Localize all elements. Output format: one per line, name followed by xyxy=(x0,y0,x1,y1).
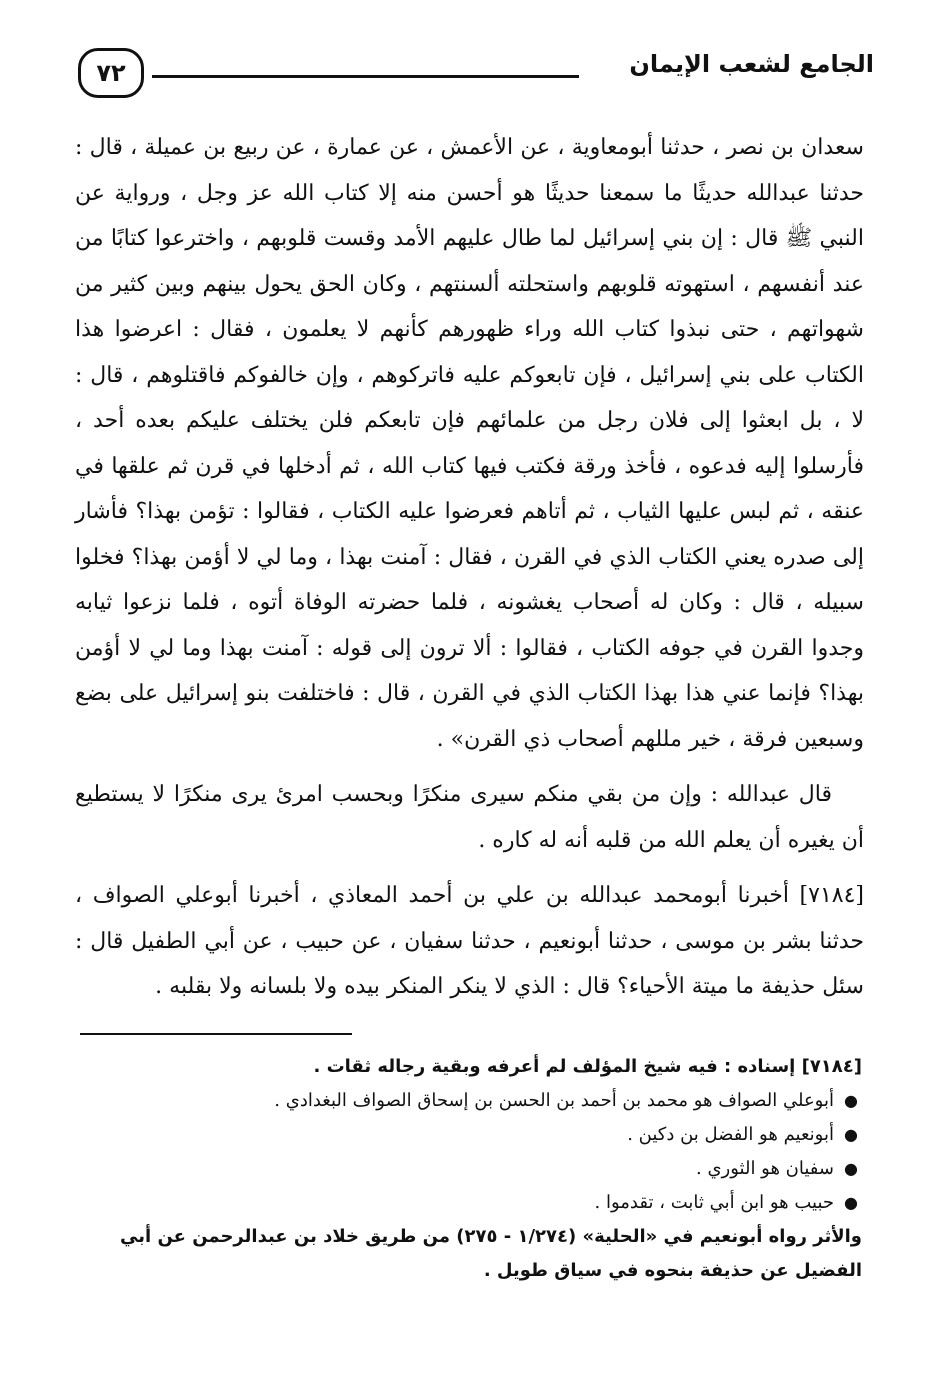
main-text xyxy=(75,125,864,1010)
bullet-icon: ● xyxy=(844,1193,858,1212)
footnotes xyxy=(75,1050,862,1288)
bullet-icon: ● xyxy=(844,1091,858,1110)
footnote-item-text: أبوعلي الصواف هو محمد بن أحمد بن الحسن بن إسحاق الصواف البغدادي . xyxy=(274,1090,834,1111)
footnote-item xyxy=(75,1084,858,1118)
footnote-item xyxy=(75,1186,858,1220)
header-rule xyxy=(152,75,579,78)
footnote-heading: [٧١٨٤] إسناده : فيه شيخ المؤلف لم أعرفه وبقية رجاله ثقات . xyxy=(313,1056,862,1077)
footnote-item-text: أبونعيم هو الفضل بن دكين . xyxy=(627,1124,834,1145)
footnote-item-text: سفيان هو الثوري . xyxy=(696,1158,834,1179)
footnote-item xyxy=(75,1152,858,1186)
bullet-icon: ● xyxy=(844,1159,858,1178)
paragraph-hadith: سعدان بن نصر ، حدثنا أبومعاوية ، عن الأعمش ، عن عمارة ، عن ربيع بن عميلة ، قال : حدثنا عبدالله حديثًا ما سمعنا حديثًا هو أحسن منه إلا كتاب الله عز وجل ، ورواية عن النبي ﷺ قال : إن بني إسرائيل لما طال عليهم الأمد وقست قلوبهم ، واخترعوا كتابًا من عند أنفسهم ، استهوته قلوبهم واستحلته ألسنتهم ، وكان الحق يحول بينهم وبين كثير من شهواتهم ، حتى نبذوا كتاب الله وراء ظهورهم كأنهم لا يعلمون ، فقال : اعرضوا هذا الكتاب على بني إسرائيل ، فإن تابعوكم عليه فاتركوهم ، وإن خالفوكم فاقتلوهم ، قال : لا ، بل ابعثوا إلى فلان رجل من علمائهم فإن تابعكم فلن يختلف عليكم بعده أحد ، فأرسلوا إليه فدعوه ، فأخذ ورقة فكتب فيها كتاب الله ، ثم أدخلها في قرن ثم علقها في عنقه ، ثم لبس عليها الثياب ، ثم أتاهم فعرضوا عليه الكتاب ، فقالوا : تؤمن بهذا؟ فأشار إلى صدره يعني الكتاب الذي في القرن ، فقال : آمنت بهذا ، وما لي لا أؤمن بهذا؟ فخلوا سبيله ، قال : وكان له أصحاب يغشونه ، فلما حضرته الوفاة أتوه ، فلما نزعوا ثيابه وجدوا القرن في جوفه الكتاب ، فقالوا : ألا ترون إلى قوله : آمنت بهذا وما لي لا أؤمن بهذا؟ فإنما عني هذا بهذا الكتاب الذي في القرن ، قال : فاختلفت بنو إسرائيل على بضع وسبعين فرقة ، خير مللهم أصحاب ذي القرن» . xyxy=(75,135,864,752)
paragraph-abdullah: قال عبدالله : وإن من بقي منكم سيرى منكرًا وبحسب امرئ يرى منكرًا لا يستطيع أن يغيره أن يعلم الله من قلبه أنه له كاره . xyxy=(75,782,864,853)
page-number-badge xyxy=(78,48,144,98)
page-number: ٧٢ xyxy=(96,59,126,87)
footnote-item-text: حبيب هو ابن أبي ثابت ، تقدموا . xyxy=(594,1192,834,1213)
footnote-separator xyxy=(80,1033,352,1035)
footnote-closing: والأثر رواه أبونعيم في «الحلية» (١/٢٧٤ - ٢٧٥) من طريق خلاد بن عبدالرحمن عن أبي الفضيل عن حذيفة بنحوه في سياق طويل . xyxy=(120,1226,862,1281)
page-header xyxy=(60,38,874,108)
footnote-item xyxy=(75,1118,858,1152)
bullet-icon: ● xyxy=(844,1125,858,1144)
paragraph-7184: [٧١٨٤] أخبرنا أبومحمد عبدالله بن علي بن أحمد المعاذي ، أخبرنا أبوعلي الصواف ، حدثنا بشر بن موسى ، حدثنا أبونعيم ، حدثنا سفيان ، عن حبيب ، عن أبي الطفيل قال : سئل حذيفة ما ميتة الأحياء؟ قال : الذي لا ينكر المنكر بيده ولا بلسانه ولا بقلبه . xyxy=(75,883,864,999)
running-title: الجامع لشعب الإيمان xyxy=(629,50,874,78)
footnote-list xyxy=(75,1084,862,1220)
